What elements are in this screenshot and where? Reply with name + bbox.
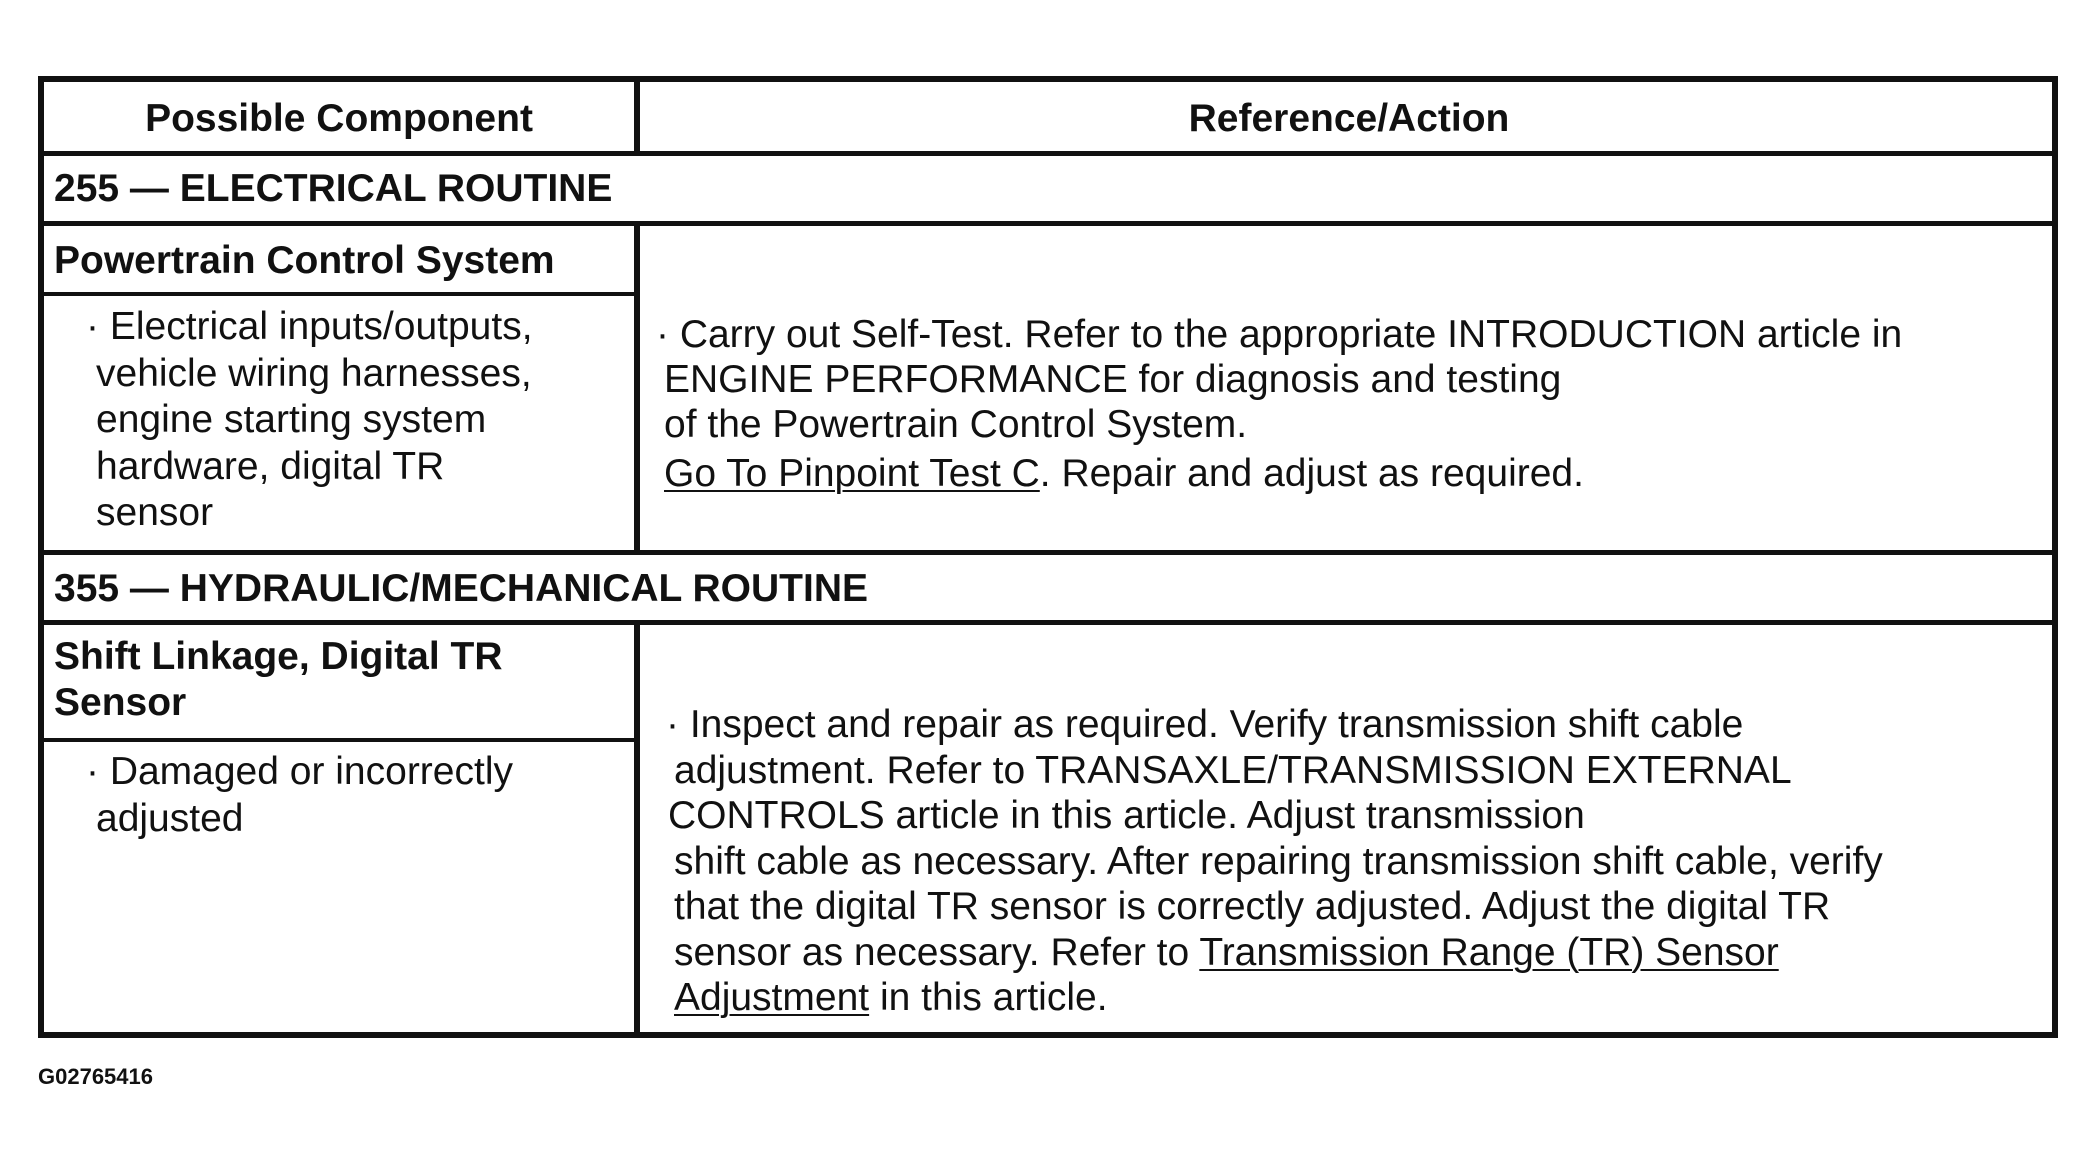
section-title-hydraulic-mechanical-routine: 355 — HYDRAULIC/MECHANICAL ROUTINE — [54, 567, 869, 610]
row-divider — [44, 620, 2052, 625]
component-detail-shift — [86, 749, 513, 842]
action-line: · Inspect and repair as required. Verify transmission shift cable — [666, 703, 1744, 746]
action-after-link: in this article. — [869, 976, 1108, 1019]
action-line-with-link — [674, 930, 1883, 976]
component-detail-line: hardware, digital TR — [96, 444, 445, 488]
action-line: of the Powertrain Control System. — [664, 403, 1248, 446]
component-detail-line: vehicle wiring harnesses, — [96, 351, 532, 395]
row-divider — [44, 151, 2052, 156]
component-subdivider — [44, 292, 636, 296]
component-detail-line: engine starting system — [96, 398, 487, 441]
tr-sensor-adjustment-link[interactable]: Transmission Range (TR) Sensor — [1199, 930, 1779, 974]
header-reference-action: Reference/Action — [1188, 97, 1510, 140]
action-after-link: . Repair and adjust as required. — [1039, 452, 1584, 495]
component-detail-line: · Damaged or incorrectly — [86, 750, 513, 793]
action-line: shift cable as necessary. After repairing transmission shift cable, verify — [674, 839, 1883, 883]
header-possible-component: Possible Component — [145, 97, 533, 140]
diagnosis-table — [38, 76, 2058, 1038]
component-detail-line: sensor — [96, 491, 214, 534]
action-line: ENGINE PERFORMANCE for diagnosis and testing — [664, 358, 1562, 401]
pinpoint-test-c-link[interactable]: Go To Pinpoint Test C — [664, 452, 1040, 495]
action-line-with-link — [664, 451, 1902, 496]
action-line: adjustment. Refer to TRANSAXLE/TRANSMISSION EXTERNAL — [674, 748, 1792, 792]
action-line: that the digital TR sensor is correctly adjusted. Adjust the digital TR — [674, 885, 1831, 928]
action-before-link: sensor as necessary. Refer to — [674, 930, 1200, 974]
action-hydraulic-mechanical — [666, 702, 1883, 1021]
column-divider — [634, 82, 640, 156]
action-line: · Carry out Self-Test. Refer to the appropriate INTRODUCTION article in — [656, 313, 1903, 356]
component-detail-electrical — [86, 304, 533, 537]
component-shift-linkage — [54, 634, 503, 726]
action-line: CONTROLS article in this article. Adjust transmission — [668, 794, 1585, 837]
tr-sensor-adjustment-link-continued[interactable]: Adjustment — [674, 976, 870, 1019]
column-divider — [634, 620, 640, 1038]
component-title-line: Sensor — [54, 681, 187, 724]
component-subdivider — [44, 738, 636, 742]
component-powertrain-control-system: Powertrain Control System — [54, 239, 555, 282]
component-title-line: Shift Linkage, Digital TR — [54, 635, 503, 678]
column-divider — [634, 221, 640, 555]
figure-id: G02765416 — [38, 1064, 153, 1089]
action-electrical — [656, 312, 1903, 496]
component-detail-line: · Electrical inputs/outputs, — [86, 305, 533, 348]
action-line-with-link — [674, 975, 1883, 1021]
section-title-electrical-routine: 255 — ELECTRICAL ROUTINE — [54, 167, 613, 210]
row-divider — [44, 221, 2052, 226]
row-divider — [44, 550, 2052, 555]
component-detail-line: adjusted — [96, 796, 244, 840]
